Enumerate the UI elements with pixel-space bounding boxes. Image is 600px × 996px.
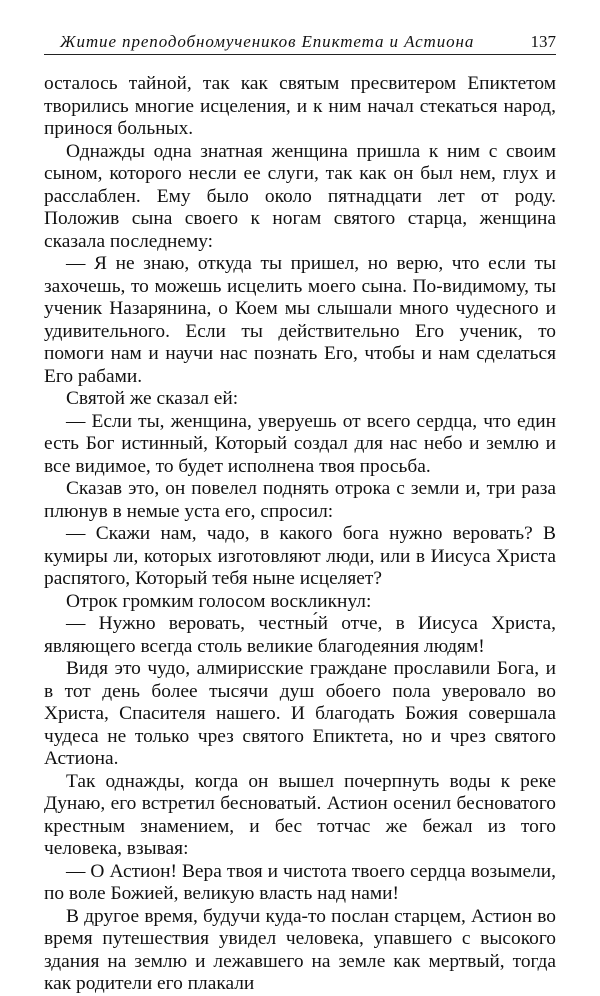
paragraph: — О Астион! Вера твоя и чистота твоего сердца возымели, по воле Божией, великую власть над нами! [44,860,556,904]
paragraph: — Нужно веровать, честны́й отче, в Иисуса Христа, являющего всегда столь великие благодеяния людям! [44,613,556,657]
paragraph: — Я не знаю, откуда ты пришел, но верю, что если ты захочешь, то можешь исцелить моего сына. По-видимому, ты ученик Назарянина, о Коем мы слышали много чудесного и удивительного. Если ты действительно Его ученик, то помоги нам и научи нас познать Его, чтобы и нам сделаться Его рабами. [44,253,556,387]
paragraph: Отрок громким голосом воскликнул: [66,590,372,612]
paragraph: — Если ты, женщина, уверуешь от всего сердца, что един есть Бог истинный, Который создал для нас небо и землю и все видимое, то будет исполнена твоя просьба. [44,410,556,477]
paragraph: Так однажды, когда он вышел почерпнуть воды к реке Дунаю, его встретил бесноватый. Астион осенил бесноватого крестным знамением, и бес тотчас же бежал из того человека, взывая: [44,770,556,859]
paragraph: Сказав это, он повелел поднять отрока с земли и, три раза плюнув в немые уста его, спросил: [44,478,556,522]
paragraph: Однажды одна знатная женщина пришла к ним с своим сыном, которого несли ее слуги, так как он был нем, глух и расслаблен. Ему было около пятнадцати лет от роду. Положив сына своего к ногам святого старца, женщина сказала последнему: [44,140,556,252]
paragraph: Святой же сказал ей: [66,388,239,409]
body-text [44,73,556,996]
running-header [44,26,556,55]
running-header-title: Житие преподобномучеников Епиктета и Астиона [60,32,475,51]
paragraph: — Скажи нам, чадо, в какого бога нужно веровать? В кумиры ли, которых изготовляют люди, или в Иисуса Христа распятого, Который тебя ныне исцеляет? [44,523,556,589]
paragraph: В другое время, будучи куда-то послан старцем, Астион во время путешествия увидел человека, упавшего с высокого здания на землю и лежавшего на земле как мертвый, тогда как родители его плакали [44,905,556,994]
paragraph: Видя это чудо, алмирисские граждане прославили Бога, и в тот день более тысячи душ обоего пола уверовало во Христа, Спасителя нашего. И благодать Божия совершала чудеса не только чрез святого Епиктета, но и чрез святого Астиона. [44,658,556,769]
paragraph: осталось тайной, так как святым пресвитером Епиктетом творились многие исцеления, и к ним начал стекаться народ, принося больных. [44,73,556,139]
page-number: 137 [530,32,556,51]
